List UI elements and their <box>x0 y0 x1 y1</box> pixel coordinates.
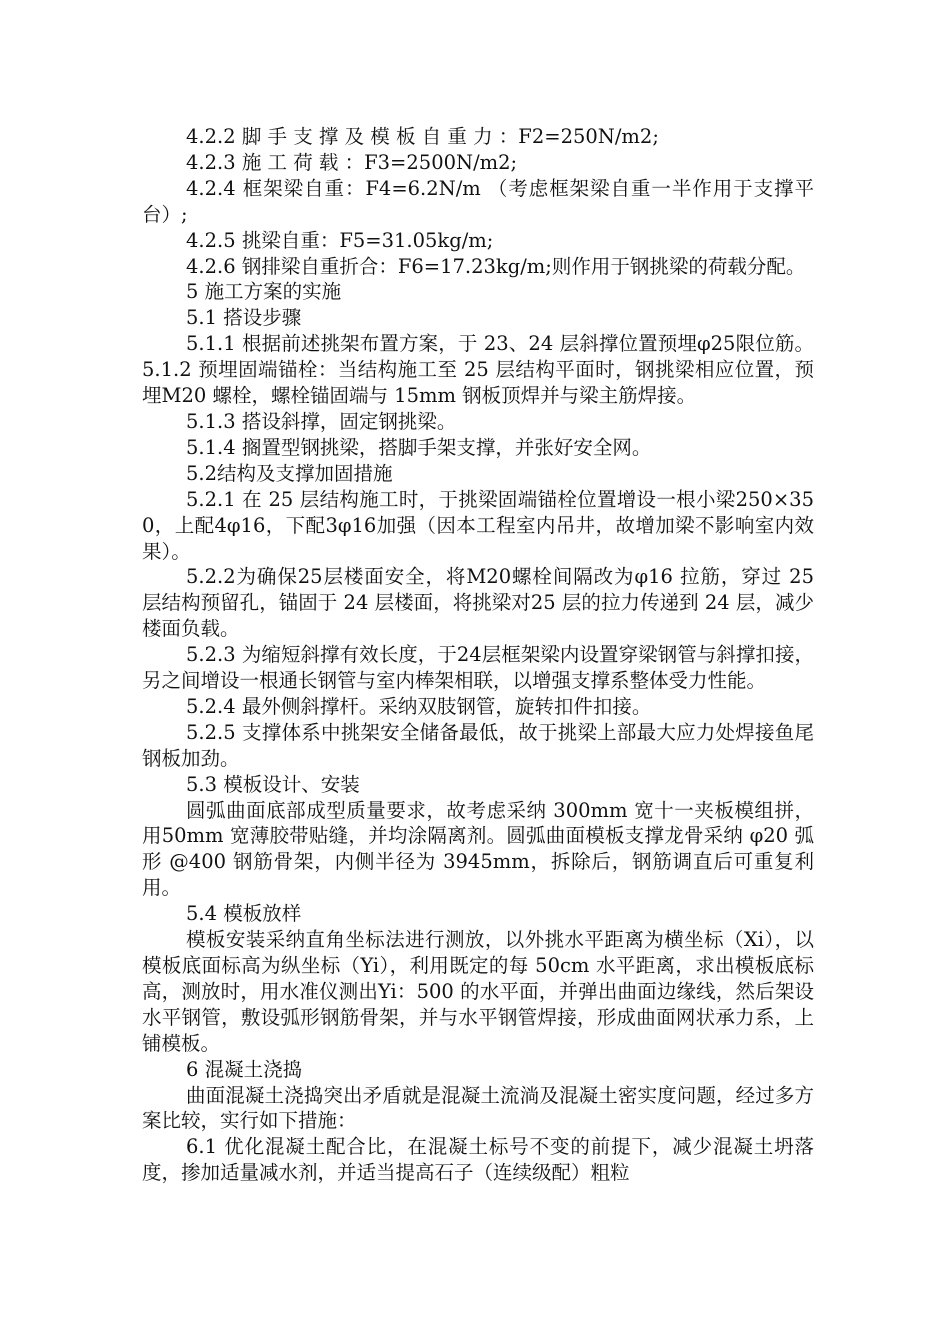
section-heading-5-2: 5.2结构及支撑加固措施 <box>186 461 393 485</box>
paragraph-5-4-body: 模板安装采纳直角坐标法进行测放，以外挑水平距离为横坐标（Xi），以模板底面标高为纵坐标（Yi），利用既定的每 50cm 水平距离，求出模板底标高，测放时，用水准仪测出Yi：500 的水平面，并弹出曲面边缘线，然后架设水平钢管，敷设弧形钢筋骨架，并与水平钢管焊接，形成曲面网状承力系，上铺模板。 <box>142 928 814 1055</box>
paragraph-4-2-6: 4.2.6 钢排梁自重折合：F6=17.23kg/m;则作用于钢挑梁的荷载分配。 <box>186 254 806 278</box>
document-body <box>142 124 814 1186</box>
paragraph-4-2-2: 4.2.2 脚 手 支 撑 及 模 板 自 重 力 ：F2=250N/m2; <box>186 125 659 148</box>
paragraph-5-1-4: 5.1.4 搁置型钢挑梁，搭脚手架支撑，并张好安全网。 <box>186 435 652 459</box>
paragraph-4-2-4: 4.2.4 框架梁自重：F4=6.2N/m （考虑框架梁自重一半作用于支撑平台）; <box>142 176 814 226</box>
paragraph-5-3-body: 圆弧曲面底部成型质量要求，故考虑采纳 300mm 宽十一夹板模组拼，用50mm 宽薄胶带贴缝，并均涂隔离剂。圆弧曲面模板支撑龙骨采纳 φ20 弧形 @400 钢筋骨架，内侧半径为 3945mm，拆除后，钢筋调直后可重复利用。 <box>142 798 814 900</box>
paragraph-4-2-5: 4.2.5 挑梁自重：F5=31.05kg/m; <box>186 228 494 252</box>
paragraph-6-1: 6.1 优化混凝土配合比，在混凝土标号不变的前提下，减少混凝土坍落度，掺加适量减水剂，并适当提高石子（连续级配）粗粒 <box>142 1135 814 1185</box>
paragraph-5-1-3: 5.1.3 搭设斜撑，固定钢挑梁。 <box>186 409 457 433</box>
section-heading-6: 6 混凝土浇捣 <box>186 1057 303 1081</box>
section-heading-5: 5 施工方案的实施 <box>186 280 342 304</box>
section-heading-5-3: 5.3 模板设计、安装 <box>186 772 360 796</box>
paragraph-5-2-4: 5.2.4 最外侧斜撑杆。采纳双肢钢管，旋转扣件扣接。 <box>186 694 652 718</box>
section-heading-5-4: 5.4 模板放样 <box>186 902 302 926</box>
paragraph-4-2-3: 4.2.3 施 工 荷 载 ：F3=2500N/m2; <box>186 150 518 174</box>
paragraph-6-intro: 曲面混凝土浇捣突出矛盾就是混凝土流淌及混凝土密实度问题，经过多方案比较，实行如下措施： <box>142 1083 814 1133</box>
paragraph-5-2-2: 5.2.2为确保25层楼面安全，将M20螺栓间隔改为φ16 拉筋，穿过 25 层结构预留孔，锚固于 24 层楼面，将挑梁对25 层的拉力传递到 24 层，减少楼面负载。 <box>142 565 814 641</box>
paragraph-5-2-5: 5.2.5 支撑体系中挑架安全储备最低，故于挑梁上部最大应力处焊接鱼尾钢板加劲。 <box>142 720 814 770</box>
paragraph-5-2-3: 5.2.3 为缩短斜撑有效长度，于24层框架梁内设置穿梁钢管与斜撑扣接，另之间增设一根通长钢管与室内棒架相联，以增强支撑系整体受力性能。 <box>142 643 814 693</box>
paragraph-5-1-1: 5.1.1 根据前述挑架布置方案，于 23、24 层斜撑位置预埋φ25限位筋。5.1.2 预埋固端锚栓：当结构施工至 25 层结构平面时，钢挑梁相应位置，预埋M20 螺栓，螺栓锚固端与 15mm 钢板顶焊并与梁主筋焊接。 <box>142 332 814 408</box>
section-heading-5-1: 5.1 搭设步骤 <box>186 306 302 330</box>
paragraph-5-2-1: 5.2.1 在 25 层结构施工时，于挑梁固端锚栓位置增设一根小梁250×350，上配4φ16，下配3φ16加强（因本工程室内吊井，故增加梁不影响室内效果）。 <box>142 487 814 563</box>
